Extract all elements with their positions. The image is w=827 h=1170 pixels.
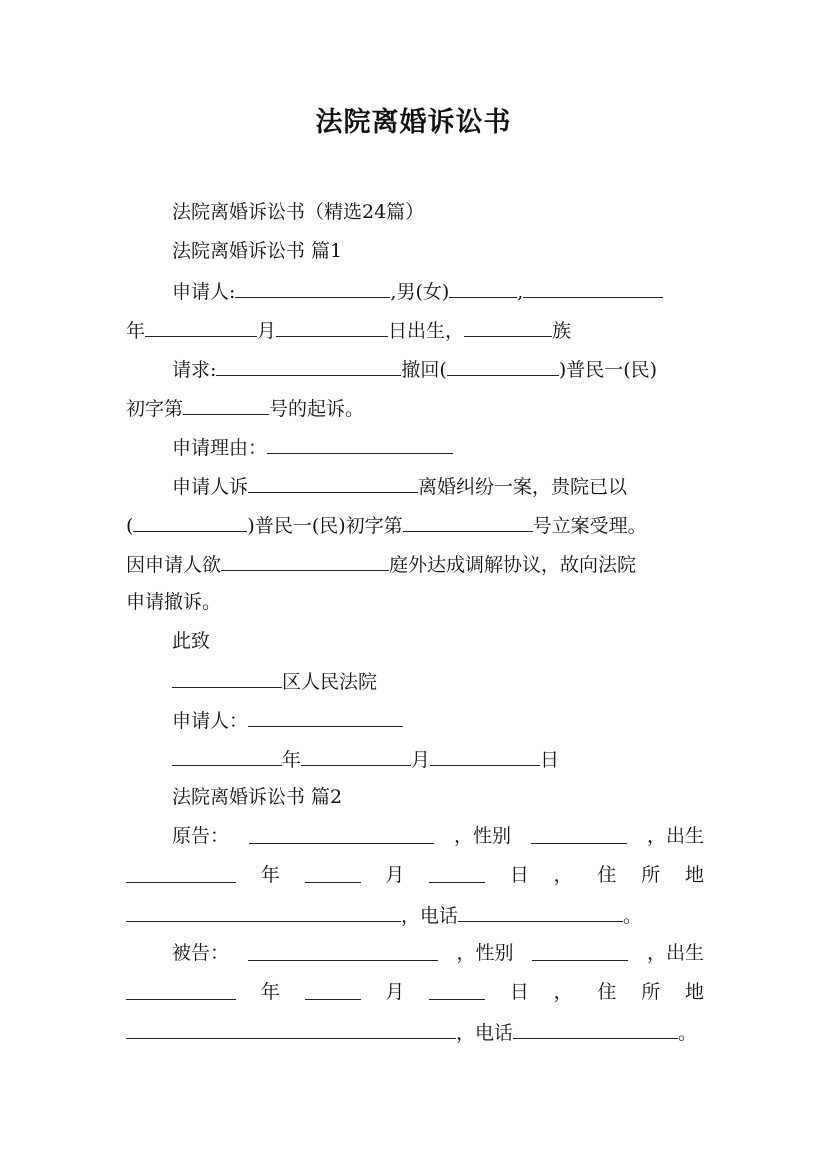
reason-line: 申请理由：	[172, 433, 704, 459]
reason-text-line-3: 因申请人欲 庭外达成调解协议，故向法院	[126, 550, 704, 576]
signature-line: 申请人：	[172, 706, 704, 732]
doc-subtitle: 法院离婚诉讼书（精选24篇）	[172, 201, 425, 223]
defendant-line: 被告： ，性别 ，出生	[172, 942, 704, 964]
reason-text-line-2: ( )普民一(民)初字第 号立案受理。	[126, 511, 704, 537]
section-heading-1: 法院离婚诉讼书 篇1	[172, 240, 343, 262]
salutation: 此致	[172, 630, 211, 652]
plaintiff-address-line: ，电话 。	[126, 901, 704, 927]
document-title: 法院离婚诉讼书	[315, 107, 512, 138]
case-number-line: 初字第 号的起诉。	[126, 394, 704, 420]
section-heading-2: 法院离婚诉讼书 篇2	[172, 786, 343, 808]
date-line: 年 月 日	[172, 745, 704, 771]
applicant-line: 申请人: ,男(女) ,	[172, 277, 704, 303]
plaintiff-line: 原告： ，性别 ，出生	[172, 825, 704, 847]
defendant-address-line: ，电话 。	[126, 1018, 704, 1044]
court-line: 区人民法院	[172, 667, 704, 693]
plaintiff-birth-line: 年 月 日 ， 住 所 地	[126, 862, 704, 888]
defendant-birth-line: 年 月 日 ， 住 所 地	[126, 979, 704, 1005]
request-line: 请求: 撤回( )普民一(民)	[172, 355, 704, 381]
birth-date-line: 年 月 日出生， 族	[126, 316, 704, 342]
reason-text-line-1: 申请人诉 离婚纠纷一案，贵院已以	[172, 472, 704, 498]
reason-text-line-4: 申请撤诉。	[126, 591, 222, 613]
